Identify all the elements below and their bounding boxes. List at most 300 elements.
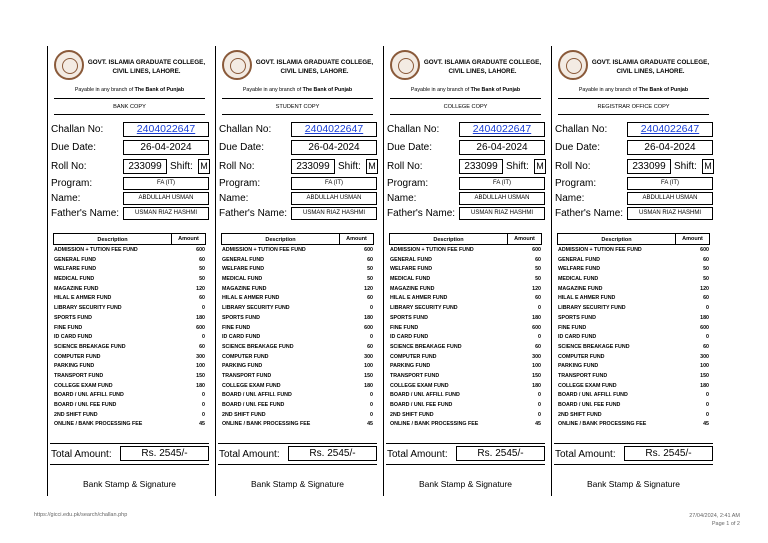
- fee-amount: 0: [370, 305, 373, 312]
- fee-row: [221, 419, 374, 429]
- fee-row: [221, 264, 374, 274]
- fee-amount: 0: [538, 392, 541, 399]
- total-amount-row: [218, 443, 377, 465]
- challan-no-value: 2404022647: [291, 122, 377, 137]
- fee-description: TRANSPORT FUND: [222, 372, 272, 379]
- fee-amount: 50: [367, 276, 373, 283]
- description-header: Description: [265, 237, 296, 243]
- fee-row: [53, 255, 206, 265]
- bank-stamp-signature: Bank Stamp & Signature: [418, 479, 513, 489]
- fee-description: LIBRARY SECURITY FUND: [558, 305, 626, 312]
- fee-description: LIBRARY SECURITY FUND: [390, 305, 458, 312]
- shift-label: Shift:: [170, 161, 193, 172]
- program-label: Program:: [555, 178, 597, 189]
- college-seal-icon: [222, 50, 252, 80]
- program-value: FA (IT): [459, 177, 545, 190]
- fee-amount: 180: [196, 314, 205, 321]
- college-seal-icon: [390, 50, 420, 80]
- fee-row: [389, 361, 542, 371]
- fee-amount: 0: [538, 411, 541, 418]
- shift-label: Shift:: [506, 161, 529, 172]
- fee-description: MAGAZINE FUND: [390, 285, 435, 292]
- fee-amount: 0: [706, 334, 709, 341]
- father-name-label: Father's Name:: [387, 208, 456, 219]
- fee-amount: 45: [535, 421, 541, 428]
- payable-prefix: Payable in any branch of: [578, 87, 638, 93]
- fee-description: WELFARE FUND: [222, 266, 265, 273]
- program-label: Program:: [387, 178, 429, 189]
- fee-description: FINE FUND: [222, 324, 251, 331]
- fee-row: [557, 410, 710, 420]
- father-name-value: USMAN RIAZ HASHMI: [291, 207, 377, 220]
- fee-row: [221, 352, 374, 362]
- father-name-value: USMAN RIAZ HASHMI: [627, 207, 713, 220]
- divider: [558, 98, 709, 99]
- fee-amount: 300: [532, 353, 541, 360]
- roll-no-value: 233099: [291, 159, 335, 174]
- fee-description: COLLEGE EXAM FUND: [54, 382, 113, 389]
- fee-amount: 60: [199, 295, 205, 302]
- fee-amount: 60: [367, 343, 373, 350]
- fee-row: [389, 274, 542, 284]
- college-name-line1: GOVT. ISLAMIA GRADUATE COLLEGE,: [591, 59, 710, 66]
- fee-description: ONLINE / BANK PROCESSING FEE: [558, 421, 647, 428]
- college-name-line2: CIVIL LINES, LAHORE.: [616, 68, 685, 75]
- fee-table: [221, 233, 374, 429]
- bank-stamp-signature: Bank Stamp & Signature: [586, 479, 681, 489]
- fee-row: [389, 352, 542, 362]
- student-name-value: ABDULLAH USMAN: [291, 192, 377, 205]
- fee-table-header: [221, 233, 374, 245]
- fee-row: [557, 371, 710, 381]
- fee-table-header: [557, 233, 710, 245]
- fee-description: LIBRARY SECURITY FUND: [54, 305, 122, 312]
- roll-no-value: 233099: [123, 159, 167, 174]
- fee-description: ONLINE / BANK PROCESSING FEE: [390, 421, 479, 428]
- fee-amount: 600: [532, 247, 541, 253]
- fee-row: [389, 390, 542, 400]
- fee-description: BOARD / UNI. FEE FUND: [390, 402, 453, 408]
- footer-page-number: Page 1 of 2: [711, 521, 740, 527]
- college-name-line2: CIVIL LINES, LAHORE.: [280, 68, 349, 75]
- fee-row: [53, 323, 206, 333]
- fee-row: [53, 361, 206, 371]
- fee-description: COLLEGE EXAM FUND: [222, 382, 281, 389]
- fee-row: [557, 245, 710, 255]
- fee-description: FINE FUND: [54, 324, 83, 331]
- fee-row: [53, 293, 206, 303]
- fee-description: COLLEGE EXAM FUND: [390, 382, 449, 389]
- fee-amount: 120: [364, 285, 373, 292]
- fee-description: SPORTS FUND: [54, 314, 92, 321]
- program-label: Program:: [219, 178, 261, 189]
- fee-description: COMPUTER FUND: [54, 353, 101, 360]
- college-name: [84, 58, 209, 76]
- fee-row: [221, 293, 374, 303]
- footer-datetime: [689, 512, 740, 528]
- fee-description: GENERAL FUND: [222, 256, 264, 263]
- fee-row: [53, 332, 206, 342]
- student-name-value: ABDULLAH USMAN: [459, 192, 545, 205]
- fee-description: BOARD / UNI. AFFILI. FUND: [558, 392, 628, 399]
- copy-title: BANK COPY: [113, 104, 146, 110]
- fee-row: [389, 381, 542, 391]
- challan-no-value: 2404022647: [627, 122, 713, 137]
- fee-row: [53, 274, 206, 284]
- fee-description: BOARD / UNI. AFFILI. FUND: [390, 392, 460, 399]
- fee-amount: 120: [196, 285, 205, 292]
- fee-amount: 45: [703, 421, 709, 428]
- description-header: Description: [601, 237, 632, 243]
- divider: [558, 114, 709, 115]
- fee-description: LIBRARY SECURITY FUND: [222, 305, 290, 312]
- fee-amount: 0: [202, 305, 205, 312]
- copy-title: COLLEGE COPY: [443, 104, 488, 110]
- fee-amount: 180: [364, 314, 373, 321]
- description-header: Description: [97, 237, 128, 243]
- total-amount-value: Rs. 2545/-: [456, 446, 545, 461]
- fee-description: SCIENCE BREAKAGE FUND: [558, 343, 630, 350]
- fee-description: FINE FUND: [558, 324, 587, 331]
- challan-no-label: Challan No:: [555, 124, 608, 135]
- challan-no-value: 2404022647: [123, 122, 209, 137]
- fee-description: ID CARD FUND: [54, 334, 93, 341]
- fee-description: FINE FUND: [390, 324, 419, 331]
- roll-no-label: Roll No:: [387, 161, 423, 172]
- father-name-value: USMAN RIAZ HASHMI: [459, 207, 545, 220]
- fee-description: SPORTS FUND: [222, 314, 260, 321]
- program-value: FA (IT): [123, 177, 209, 190]
- fee-row: [389, 323, 542, 333]
- fee-description: GENERAL FUND: [558, 256, 600, 263]
- fee-amount: 0: [538, 402, 541, 408]
- challan-copy: [383, 46, 547, 496]
- fee-row: [389, 410, 542, 420]
- fee-description: PARKING FUND: [222, 363, 263, 370]
- due-date-label: Due Date:: [555, 142, 601, 153]
- fee-amount: 60: [703, 256, 709, 263]
- fee-row: [221, 245, 374, 255]
- fee-amount: 100: [196, 363, 205, 370]
- fee-amount: 300: [196, 353, 205, 360]
- fee-description: MEDICAL FUND: [222, 276, 263, 283]
- challan-copy: [47, 46, 211, 496]
- roll-no-label: Roll No:: [555, 161, 591, 172]
- fee-amount: 60: [199, 343, 205, 350]
- amount-header: Amount: [675, 234, 709, 244]
- fee-row: [53, 264, 206, 274]
- college-seal-icon: [54, 50, 84, 80]
- total-amount-label: Total Amount:: [555, 449, 616, 460]
- fee-row: [53, 400, 206, 410]
- fee-row: [557, 400, 710, 410]
- fee-amount: 600: [364, 247, 373, 253]
- fee-description: WELFARE FUND: [54, 266, 97, 273]
- fee-row: [53, 390, 206, 400]
- fee-description: HILAL E AHMER FUND: [558, 295, 616, 302]
- fee-amount: 600: [364, 324, 373, 331]
- bank-stamp-signature: Bank Stamp & Signature: [82, 479, 177, 489]
- program-value: FA (IT): [627, 177, 713, 190]
- fee-amount: 0: [538, 305, 541, 312]
- fee-amount: 100: [532, 363, 541, 370]
- fee-row: [221, 390, 374, 400]
- fee-amount: 100: [700, 363, 709, 370]
- fee-description: COMPUTER FUND: [222, 353, 269, 360]
- fee-description: GENERAL FUND: [390, 256, 432, 263]
- fee-description: TRANSPORT FUND: [390, 372, 440, 379]
- shift-label: Shift:: [338, 161, 361, 172]
- challan-copy: [215, 46, 379, 496]
- program-label: Program:: [51, 178, 93, 189]
- fee-row: [389, 313, 542, 323]
- fee-amount: 180: [532, 314, 541, 321]
- fee-description: MAGAZINE FUND: [222, 285, 267, 292]
- fee-amount: 0: [370, 334, 373, 341]
- fee-amount: 60: [703, 295, 709, 302]
- fee-description: ADMISSION + TUTION FEE FUND: [222, 247, 306, 253]
- divider: [222, 114, 373, 115]
- fee-amount: 60: [367, 295, 373, 302]
- fee-amount: 0: [202, 411, 205, 418]
- fee-amount: 60: [199, 256, 205, 263]
- fee-row: [557, 332, 710, 342]
- footer-url: https://gicci.edu.pk/search/challan.php: [34, 512, 128, 518]
- fee-description: COMPUTER FUND: [390, 353, 437, 360]
- fee-table: [557, 233, 710, 429]
- fee-row: [557, 284, 710, 294]
- fee-description: TRANSPORT FUND: [54, 372, 104, 379]
- fee-description: PARKING FUND: [390, 363, 431, 370]
- fee-amount: 60: [703, 343, 709, 350]
- fee-description: 2ND SHIFT FUND: [558, 411, 602, 418]
- divider: [390, 98, 541, 99]
- payable-note: [386, 87, 545, 93]
- fee-description: ADMISSION + TUTION FEE FUND: [390, 247, 474, 253]
- fee-row: [221, 313, 374, 323]
- fee-description: PARKING FUND: [54, 363, 95, 370]
- fee-amount: 150: [364, 372, 373, 379]
- total-amount-value: Rs. 2545/-: [288, 446, 377, 461]
- fee-row: [221, 255, 374, 265]
- fee-amount: 0: [202, 334, 205, 341]
- fee-amount: 600: [700, 324, 709, 331]
- challan-no-label: Challan No:: [51, 124, 104, 135]
- payable-prefix: Payable in any branch of: [242, 87, 302, 93]
- name-label: Name:: [555, 193, 585, 204]
- payable-note: [50, 87, 209, 93]
- due-date-value: 26-04-2024: [459, 140, 545, 155]
- amount-header: Amount: [171, 234, 205, 244]
- college-name-line1: GOVT. ISLAMIA GRADUATE COLLEGE,: [255, 59, 374, 66]
- fee-amount: 100: [364, 363, 373, 370]
- college-name: [588, 58, 713, 76]
- fee-amount: 60: [535, 256, 541, 263]
- fee-row: [53, 303, 206, 313]
- fee-amount: 180: [532, 382, 541, 389]
- total-amount-label: Total Amount:: [387, 449, 448, 460]
- fee-row: [389, 284, 542, 294]
- fee-amount: 150: [532, 372, 541, 379]
- fee-amount: 0: [202, 402, 205, 408]
- total-amount-label: Total Amount:: [51, 449, 112, 460]
- fee-amount: 300: [700, 353, 709, 360]
- fee-description: BOARD / UNI. FEE FUND: [222, 402, 285, 408]
- fee-description: BOARD / UNI. FEE FUND: [54, 402, 117, 408]
- fee-row: [53, 419, 206, 429]
- fee-amount: 300: [364, 353, 373, 360]
- fee-amount: 50: [199, 276, 205, 283]
- fee-amount: 0: [538, 334, 541, 341]
- fee-description: ADMISSION + TUTION FEE FUND: [558, 247, 642, 253]
- fee-row: [389, 419, 542, 429]
- fee-description: SCIENCE BREAKAGE FUND: [222, 343, 294, 350]
- fee-amount: 0: [370, 392, 373, 399]
- fee-row: [221, 332, 374, 342]
- fee-description: SPORTS FUND: [558, 314, 596, 321]
- fee-description: HILAL E AHMER FUND: [222, 295, 280, 302]
- fee-row: [221, 274, 374, 284]
- college-name: [420, 58, 545, 76]
- divider: [390, 114, 541, 115]
- fee-description: PARKING FUND: [558, 363, 599, 370]
- total-amount-row: [554, 443, 713, 465]
- challan-copy: [551, 46, 715, 496]
- fee-row: [221, 361, 374, 371]
- roll-no-label: Roll No:: [219, 161, 255, 172]
- fee-row: [389, 293, 542, 303]
- college-name-line2: CIVIL LINES, LAHORE.: [112, 68, 181, 75]
- college-seal-icon: [558, 50, 588, 80]
- student-name-value: ABDULLAH USMAN: [627, 192, 713, 205]
- fee-row: [221, 284, 374, 294]
- fee-amount: 600: [532, 324, 541, 331]
- fee-row: [53, 342, 206, 352]
- college-name-line1: GOVT. ISLAMIA GRADUATE COLLEGE,: [423, 59, 542, 66]
- footer-datetime-text: 27/04/2024, 2:41 AM: [689, 513, 740, 519]
- fee-amount: 60: [367, 256, 373, 263]
- fee-row: [53, 410, 206, 420]
- fee-amount: 50: [703, 276, 709, 283]
- fee-row: [389, 371, 542, 381]
- fee-amount: 150: [196, 372, 205, 379]
- fee-amount: 120: [700, 285, 709, 292]
- copy-title: STUDENT COPY: [275, 104, 320, 110]
- fee-amount: 0: [706, 411, 709, 418]
- fee-amount: 0: [370, 411, 373, 418]
- fee-amount: 0: [370, 402, 373, 408]
- bank-name: The Bank of Punjab: [638, 87, 689, 93]
- description-header: Description: [433, 237, 464, 243]
- fee-table: [53, 233, 206, 429]
- payable-note: [218, 87, 377, 93]
- fee-amount: 180: [364, 382, 373, 389]
- fee-table: [389, 233, 542, 429]
- shift-value: M: [198, 159, 210, 174]
- fee-row: [557, 264, 710, 274]
- fee-table-header: [53, 233, 206, 245]
- shift-value: M: [534, 159, 546, 174]
- fee-description: 2ND SHIFT FUND: [390, 411, 434, 418]
- fee-row: [389, 245, 542, 255]
- total-amount-row: [386, 443, 545, 465]
- fee-row: [221, 371, 374, 381]
- fee-description: ADMISSION + TUTION FEE FUND: [54, 247, 138, 253]
- fee-amount: 0: [706, 305, 709, 312]
- shift-label: Shift:: [674, 161, 697, 172]
- fee-row: [221, 303, 374, 313]
- fee-amount: 50: [535, 266, 541, 273]
- fee-amount: 600: [196, 247, 205, 253]
- fee-row: [221, 323, 374, 333]
- fee-description: MAGAZINE FUND: [558, 285, 603, 292]
- due-date-label: Due Date:: [387, 142, 433, 153]
- fee-description: COLLEGE EXAM FUND: [558, 382, 617, 389]
- fee-row: [221, 410, 374, 420]
- fee-amount: 600: [196, 324, 205, 331]
- college-name: [252, 58, 377, 76]
- father-name-value: USMAN RIAZ HASHMI: [123, 207, 209, 220]
- fee-description: BOARD / UNI. AFFILI. FUND: [222, 392, 292, 399]
- fee-row: [221, 342, 374, 352]
- fee-description: MEDICAL FUND: [54, 276, 95, 283]
- fee-amount: 180: [700, 314, 709, 321]
- college-name-line1: GOVT. ISLAMIA GRADUATE COLLEGE,: [87, 59, 206, 66]
- fee-description: ONLINE / BANK PROCESSING FEE: [54, 421, 143, 428]
- fee-description: BOARD / UNI. AFFILI. FUND: [54, 392, 124, 399]
- fee-description: COMPUTER FUND: [558, 353, 605, 360]
- fee-description: MEDICAL FUND: [558, 276, 599, 283]
- fee-row: [557, 381, 710, 391]
- fee-description: ID CARD FUND: [558, 334, 597, 341]
- due-date-value: 26-04-2024: [291, 140, 377, 155]
- fee-row: [53, 371, 206, 381]
- fee-description: BOARD / UNI. FEE FUND: [558, 402, 621, 408]
- due-date-label: Due Date:: [51, 142, 97, 153]
- fee-amount: 45: [367, 421, 373, 428]
- divider: [54, 98, 205, 99]
- payable-prefix: Payable in any branch of: [410, 87, 470, 93]
- due-date-value: 26-04-2024: [627, 140, 713, 155]
- shift-value: M: [702, 159, 714, 174]
- name-label: Name:: [387, 193, 417, 204]
- fee-amount: 180: [700, 382, 709, 389]
- fee-amount: 50: [535, 276, 541, 283]
- fee-row: [389, 342, 542, 352]
- fee-row: [53, 381, 206, 391]
- father-name-label: Father's Name:: [555, 208, 624, 219]
- fee-description: SCIENCE BREAKAGE FUND: [54, 343, 126, 350]
- fee-row: [557, 255, 710, 265]
- fee-table-header: [389, 233, 542, 245]
- roll-no-label: Roll No:: [51, 161, 87, 172]
- total-amount-value: Rs. 2545/-: [120, 446, 209, 461]
- bank-name: The Bank of Punjab: [470, 87, 521, 93]
- fee-row: [557, 342, 710, 352]
- total-amount-value: Rs. 2545/-: [624, 446, 713, 461]
- roll-no-value: 233099: [459, 159, 503, 174]
- fee-amount: 180: [196, 382, 205, 389]
- fee-row: [557, 323, 710, 333]
- fee-row: [557, 361, 710, 371]
- fee-row: [389, 264, 542, 274]
- fee-description: MAGAZINE FUND: [54, 285, 99, 292]
- total-amount-label: Total Amount:: [219, 449, 280, 460]
- fee-row: [53, 284, 206, 294]
- roll-no-value: 233099: [627, 159, 671, 174]
- fee-row: [557, 313, 710, 323]
- challan-no-value: 2404022647: [459, 122, 545, 137]
